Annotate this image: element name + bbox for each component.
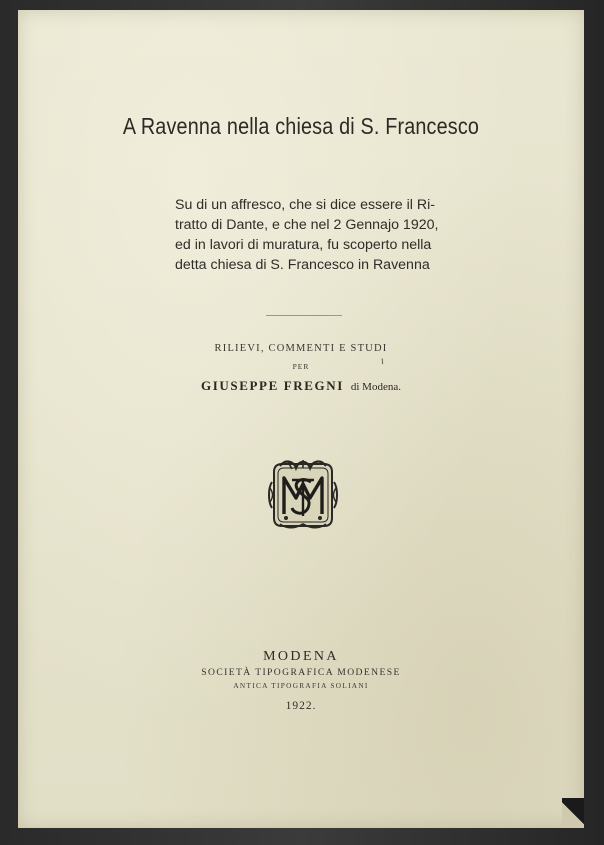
subtitle-line: Su di un affresco, che si dice essere il Ri- (175, 197, 435, 213)
subtitle-paragraph (175, 195, 455, 275)
rilievi-heading: RILIEVI, COMMENTI E STUDI (214, 343, 388, 354)
divider-rule (266, 315, 342, 316)
author-name: GIUSEPPE FREGNI (201, 378, 344, 393)
publisher-name: SOCIETÀ TIPOGRAFICA MODENESE (201, 667, 401, 678)
printer-name: ANTICA TIPOGRAFIA SOLIANI (233, 681, 369, 690)
document-title: A Ravenna nella chiesa di S. Francesco (122, 113, 480, 139)
author-line (18, 377, 584, 395)
per-label: PER (292, 362, 310, 371)
book-cover (18, 10, 584, 828)
subtitle-line: detta chiesa di S. Francesco in Ravenna (175, 257, 430, 273)
publication-year: 1922. (285, 700, 317, 712)
publisher-monogram-icon (266, 458, 340, 532)
pencil-mark-icon: ⲓ (381, 353, 384, 367)
city-name: MODENA (263, 649, 339, 664)
subtitle-line: tratto di Dante, e che nel 2 Gennajo 1920, (175, 217, 439, 233)
subtitle-line: ed in lavori di muratura, fu scoperto nella (175, 237, 432, 253)
author-suffix: di Modena. (350, 381, 401, 393)
